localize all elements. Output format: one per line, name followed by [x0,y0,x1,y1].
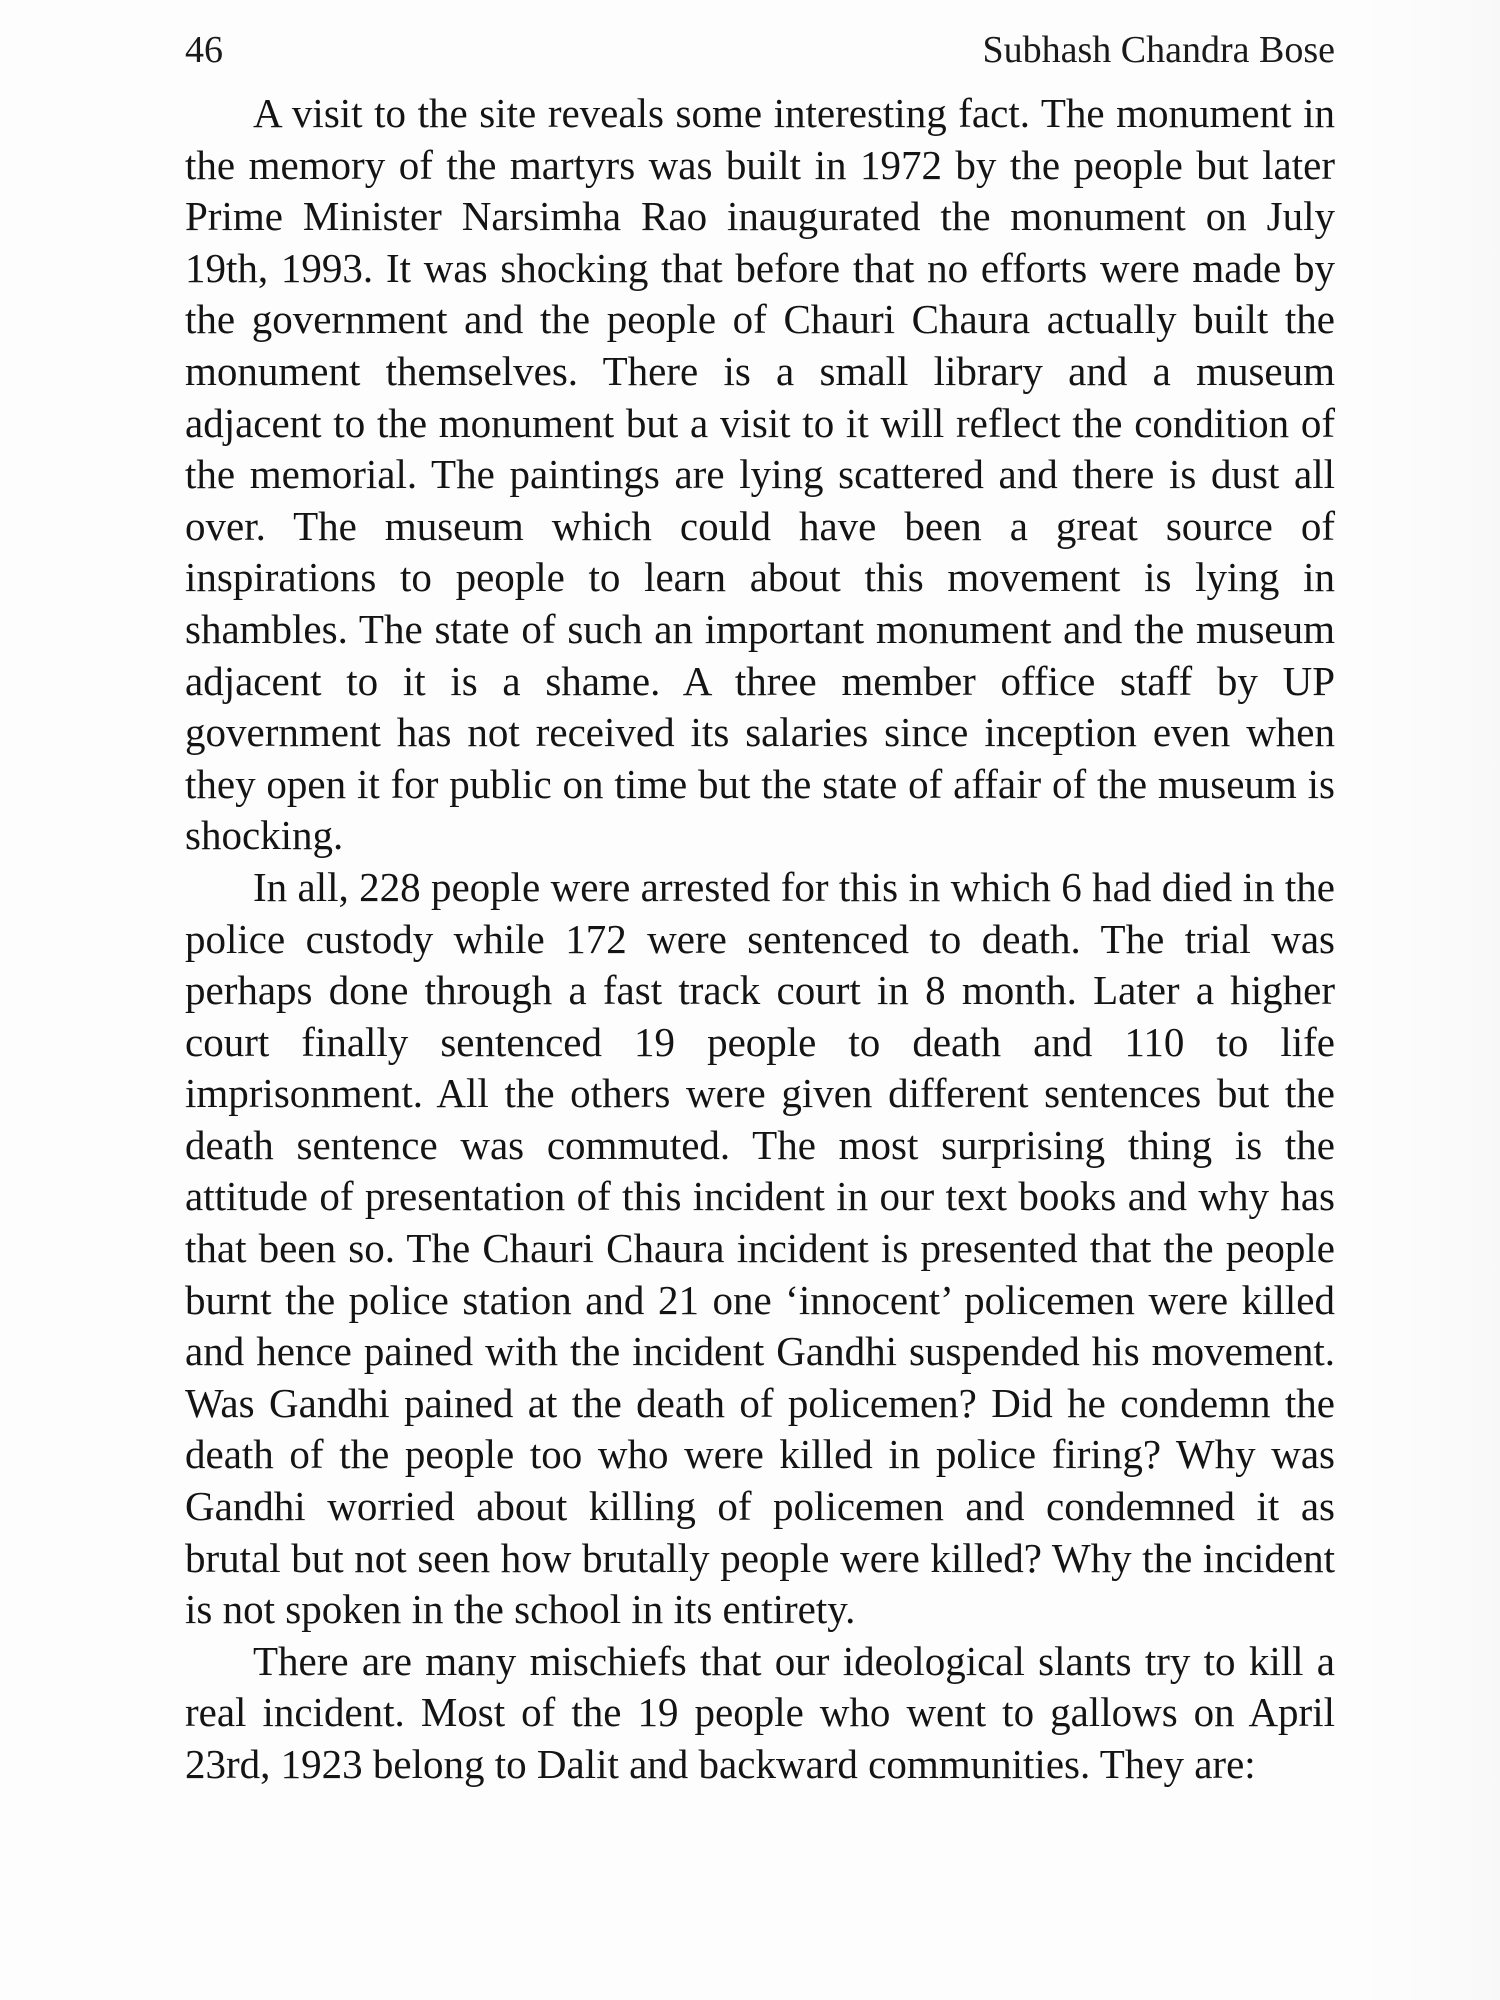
page-number: 46 [185,29,223,71]
page-header [185,28,1335,78]
body-text [185,88,1335,1791]
paragraph: A visit to the site reveals some interesting fact. The monument in the memory of the martyrs was built in 1972 by the people but later Prime Minister Narsimha Rao inaugurated the monument on July 19th, 1993. It was shocking that before that no efforts were made by the government and the people of Chauri Chaura actually built the monument themselves. There is a small library and a museum adjacent to the monument but a visit to it will reflect the condition of the memorial. The paintings are lying scattered and there is dust all over. The museum which could have been a great source of inspirations to people to learn about this movement is lying in shambles. The state of such an important monument and the museum adjacent to it is a shame. A three member office staff by UP government has not received its salaries since inception even when they open it for public on time but the state of affair of the museum is shocking. [185,90,1335,859]
paragraph: There are many mischiefs that our ideological slants try to kill a real incident. Most of the 19 people who went to gallows on April 23rd, 1923 belong to Dalit and backward communities. They are: [185,1637,1335,1787]
paragraph: In all, 228 people were arrested for this in which 6 had died in the police custody while 172 were sentenced to death. The trial was perhaps done through a fast track court in 8 month. Later a higher court finally sentenced 19 people to death and 110 to life imprisonment. All the others were given different sentences but the death sentence was commuted. The most surprising thing is the attitude of presentation of this incident in our text books and why has that been so. The Chauri Chaura incident is presented that the people burnt the police station and 21 one ‘innocent’ policemen were killed and hence pained with the incident Gandhi suspended his movement. Was Gandhi pained at the death of policemen? Did he condemn the death of the people too who were killed in police firing? Why was Gandhi worried about killing of policemen and condemned it as brutal but not seen how brutally people were killed? Why the incident is not spoken in the school in its entirety. [185,863,1335,1633]
page-bleed-shadow [1360,0,1500,2000]
running-head: Subhash Chandra Bose [982,29,1335,71]
